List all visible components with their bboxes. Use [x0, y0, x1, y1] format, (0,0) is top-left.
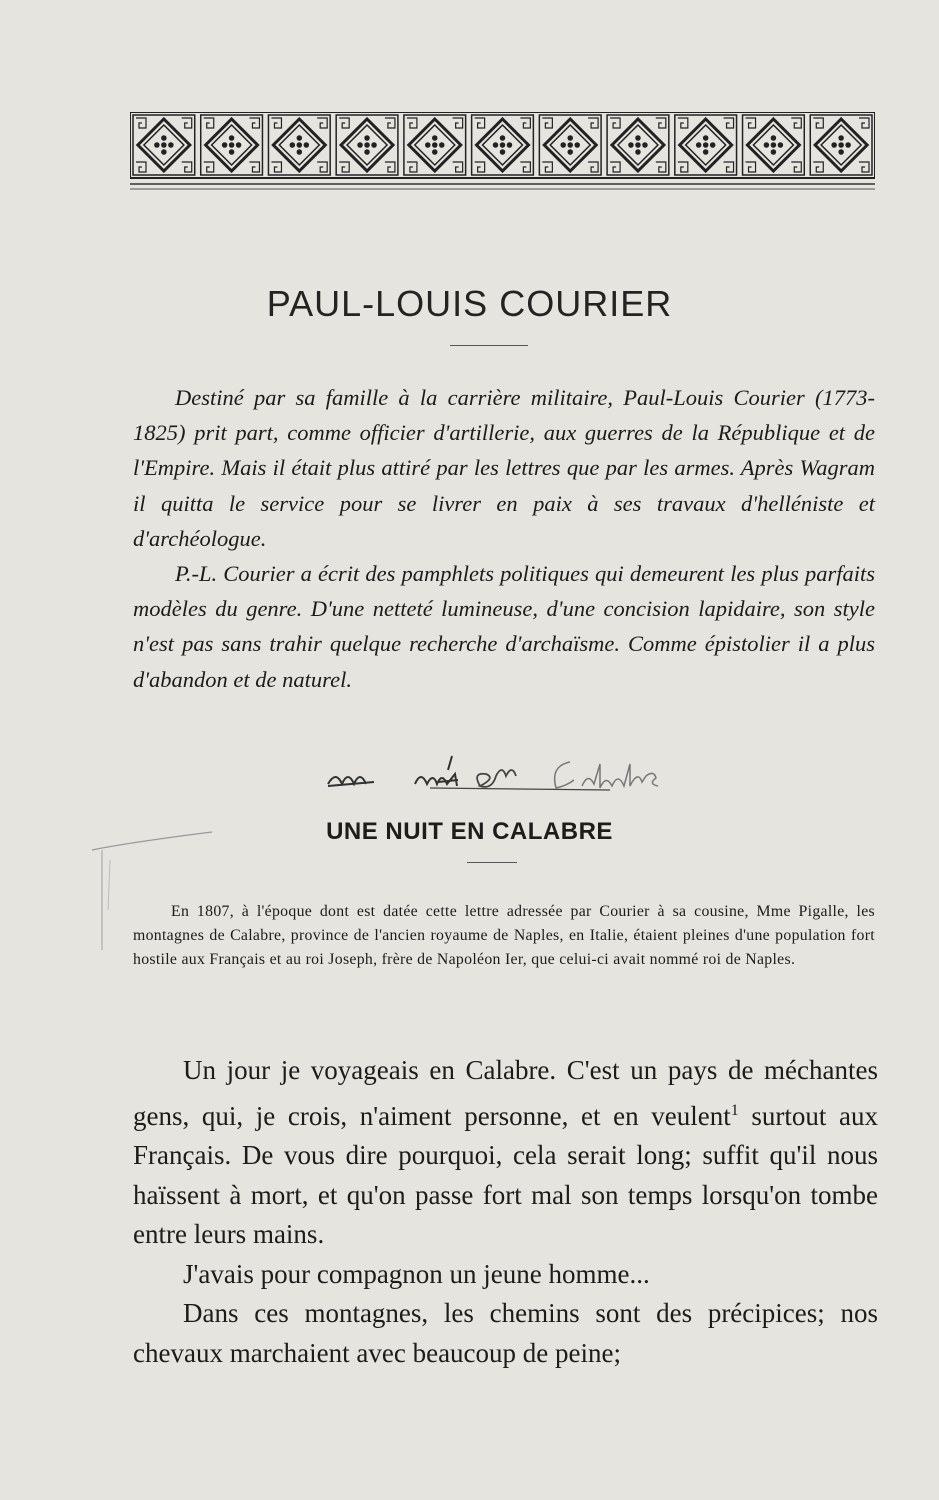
frieze-dot: [433, 143, 437, 147]
frieze-dot: [358, 143, 362, 147]
frieze-key: [182, 162, 192, 172]
frieze-dot: [501, 143, 505, 147]
frieze-key: [859, 162, 869, 172]
frieze-dot: [636, 143, 640, 147]
frieze-dot: [771, 136, 775, 140]
frieze-dot: [704, 150, 708, 154]
frieze-dot: [304, 143, 308, 147]
frieze-dot: [297, 136, 301, 140]
frieze-key: [813, 118, 823, 128]
frieze-key: [475, 162, 485, 172]
frieze-dot: [494, 143, 498, 147]
frieze-dot: [297, 150, 301, 154]
frieze-key: [339, 162, 349, 172]
frieze-dot: [839, 143, 843, 147]
frieze-dot: [839, 150, 843, 154]
frieze-key: [249, 118, 259, 128]
frieze-key: [656, 162, 666, 172]
frieze-dot: [365, 143, 369, 147]
frieze-key: [317, 162, 327, 172]
frieze-dot: [508, 143, 512, 147]
frieze-dot: [372, 143, 376, 147]
frieze-dot: [426, 143, 430, 147]
frieze-dot: [365, 150, 369, 154]
frieze-dot: [230, 143, 234, 147]
frieze-key: [385, 118, 395, 128]
frieze-dot: [169, 143, 173, 147]
frieze-dot: [846, 143, 850, 147]
frieze-key: [724, 118, 734, 128]
frieze-key: [724, 162, 734, 172]
frieze-dot: [501, 136, 505, 140]
frieze-dot: [636, 136, 640, 140]
frieze-key: [249, 162, 259, 172]
author-title: PAUL-LOUIS COURIER: [266, 283, 673, 324]
frieze-key: [204, 162, 214, 172]
frieze-key: [746, 162, 756, 172]
handwritten-annotation: [320, 752, 720, 802]
frieze-dot: [237, 143, 241, 147]
frieze-dot: [440, 143, 444, 147]
letter-text: [133, 1051, 878, 1373]
frieze-dot: [704, 143, 708, 147]
frieze-dot: [561, 143, 565, 147]
frieze-key: [678, 162, 688, 172]
author-introduction: [133, 380, 875, 697]
frieze-dot: [223, 143, 227, 147]
frieze-dot: [433, 150, 437, 154]
frieze-dot: [697, 143, 701, 147]
frieze-dot: [162, 136, 166, 140]
frieze-dot: [297, 143, 301, 147]
frieze-dot: [230, 136, 234, 140]
frieze-key: [453, 118, 463, 128]
frieze-dot: [290, 143, 294, 147]
frieze-key: [588, 118, 598, 128]
frieze-key: [407, 118, 417, 128]
frieze-dot: [575, 143, 579, 147]
frieze-key: [385, 162, 395, 172]
frieze-key: [136, 162, 146, 172]
frieze-dot: [643, 143, 647, 147]
frieze-key: [746, 118, 756, 128]
frieze-key: [182, 118, 192, 128]
frieze-key: [317, 118, 327, 128]
frieze-dot: [771, 150, 775, 154]
letter-paragraph-2: J'avais pour compagnon un jeune homme...: [183, 1258, 650, 1289]
frieze-dot: [839, 136, 843, 140]
letter-paragraph-1: [133, 1051, 878, 1255]
frieze-dot: [568, 150, 572, 154]
frieze-key: [271, 162, 281, 172]
frieze-key: [610, 118, 620, 128]
frieze-key: [475, 118, 485, 128]
letter-paragraph-3: Dans ces montagnes, les chemins sont des précipices; nos chevaux marchaient avec beaucoup de peine;: [133, 1298, 878, 1368]
frieze-dot: [162, 143, 166, 147]
frieze-key: [791, 118, 801, 128]
frieze-key: [520, 162, 530, 172]
frieze-key: [678, 118, 688, 128]
frieze-key: [791, 162, 801, 172]
frieze-dot: [162, 150, 166, 154]
frieze-key: [542, 118, 552, 128]
frieze-dot: [778, 143, 782, 147]
frieze-key: [271, 118, 281, 128]
frieze-dot: [568, 136, 572, 140]
frieze-dot: [764, 143, 768, 147]
frieze-key: [204, 118, 214, 128]
frieze-key: [542, 162, 552, 172]
footnote-marker: 1: [730, 1101, 739, 1119]
frieze-key: [453, 162, 463, 172]
intro-paragraph-2: P.-L. Courier a écrit des pamphlets politiques qui demeurent les plus parfaits modèles du genre. D'une netteté lumineuse, d'une concision lapidaire, son style n'est pas sans trahir quelque recherche d'archaïsme. Comme épistolier il a plus d'abandon et de naturel.: [133, 561, 875, 692]
frieze-dot: [501, 150, 505, 154]
frieze-dot: [629, 143, 633, 147]
frieze-dot: [711, 143, 715, 147]
frieze-key: [407, 162, 417, 172]
frieze-key: [136, 118, 146, 128]
frieze-dot: [433, 136, 437, 140]
frieze-key: [859, 118, 869, 128]
frieze-key: [520, 118, 530, 128]
frieze-dot: [365, 136, 369, 140]
frieze-dot: [636, 150, 640, 154]
historical-note: En 1807, à l'époque dont est datée cette lettre adressée par Courier à sa cousine, Mme Pigalle, les montagnes de Calabre, province de l'ancien royaume de Naples, en Italie, étaient pleines d'une population fort hostile aux Français et au roi Joseph, frère de Napoléon Ier, que celui-ci avait nommé roi de Naples.: [133, 903, 875, 969]
section-divider: [467, 862, 517, 863]
frieze-key: [588, 162, 598, 172]
decorative-frieze: [130, 112, 875, 194]
frieze-key: [610, 162, 620, 172]
frieze-dot: [230, 150, 234, 154]
frieze-dot: [771, 143, 775, 147]
intro-paragraph-1: Destiné par sa famille à la carrière militaire, Paul-Louis Courier (1773-1825) prit part, comme officier d'artillerie, aux guerres de la République et de l'Empire. Mais il était plus attiré par les lettres que par les armes. Après Wagram il quitta le service pour se livrer en paix à ses travaux d'helléniste et d'archéologue.: [133, 385, 875, 551]
frieze-dot: [704, 136, 708, 140]
letter-paragraph-1-end: surtout aux Français. De vous dire pourquoi, cela serait long; suffit qu'il nous haïssent à mort, et qu'on passe fort mal son temps lorsqu'on tombe entre leurs mains.: [133, 1100, 878, 1249]
frieze-dot: [568, 143, 572, 147]
letter-paragraph-1-start: Un jour je voyageais en Calabre. C'est un pays de méchantes gens, qui, je crois, n'aiment personne, et en veulent: [133, 1055, 878, 1131]
section-title: UNE NUIT EN CALABRE: [326, 818, 613, 845]
title-divider: [450, 345, 528, 346]
frieze-dot: [155, 143, 159, 147]
frieze-dot: [832, 143, 836, 147]
frieze-key: [339, 118, 349, 128]
frieze-key: [813, 162, 823, 172]
frieze-key: [656, 118, 666, 128]
